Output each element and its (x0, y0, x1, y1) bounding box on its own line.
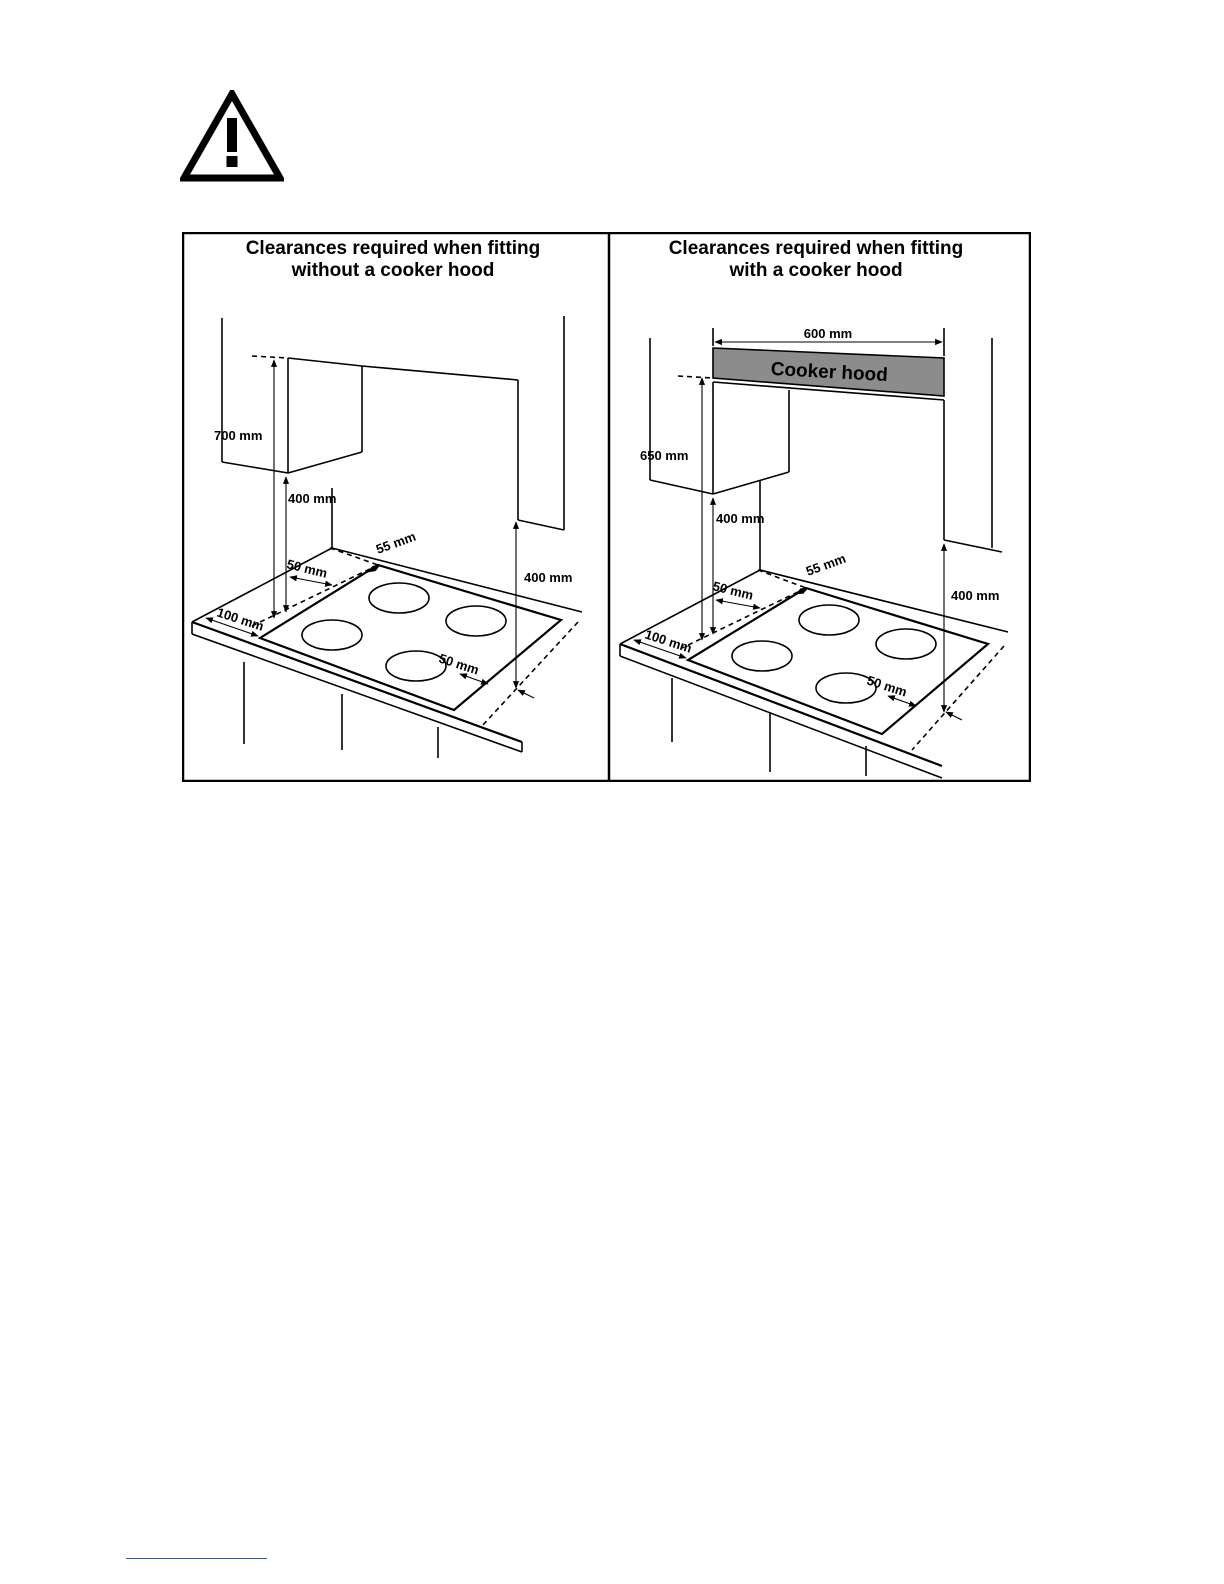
dim-400mm-cabinet: 400 mm (288, 491, 337, 506)
dim-50mm-side: 50 mm (285, 556, 329, 581)
footer-rule (126, 1558, 267, 1559)
hob (688, 588, 988, 734)
dim-600mm: 600 mm (803, 326, 853, 341)
panel-title-line2: with a cooker hood (729, 260, 903, 281)
panel-title-line1: Clearances required when fitting (245, 238, 541, 259)
cooker-hood (713, 348, 944, 400)
dim-50mm-front: 50 mm (437, 650, 481, 678)
dim-400mm-hood-side: 400 mm (951, 588, 1000, 603)
dim-50mm-side: 50 mm (711, 578, 755, 603)
panel-title-line1: Clearances required when fitting (668, 238, 964, 259)
warning-triangle-icon (180, 90, 284, 182)
dim-400mm-cabinet: 400 mm (716, 511, 765, 526)
dim-55mm: 55 mm (373, 528, 418, 557)
panel-without-hood (192, 238, 582, 758)
worktop (620, 570, 1008, 778)
clearance-diagram (182, 232, 1031, 782)
dim-650mm: 650 mm (640, 448, 689, 463)
dim-400mm-wall: 400 mm (524, 570, 573, 585)
dim-700mm: 700 mm (214, 428, 263, 443)
dim-100mm: 100 mm (215, 604, 266, 634)
left-wall-cabinet (222, 316, 564, 548)
dim-50mm-front: 50 mm (865, 672, 909, 700)
panel-title-line2: without a cooker hood (291, 260, 495, 281)
panel-with-hood (620, 238, 1008, 778)
dim-55mm: 55 mm (803, 550, 848, 579)
dim-100mm: 100 mm (643, 626, 694, 656)
cooker-hood-label: Cooker hood (770, 358, 889, 387)
